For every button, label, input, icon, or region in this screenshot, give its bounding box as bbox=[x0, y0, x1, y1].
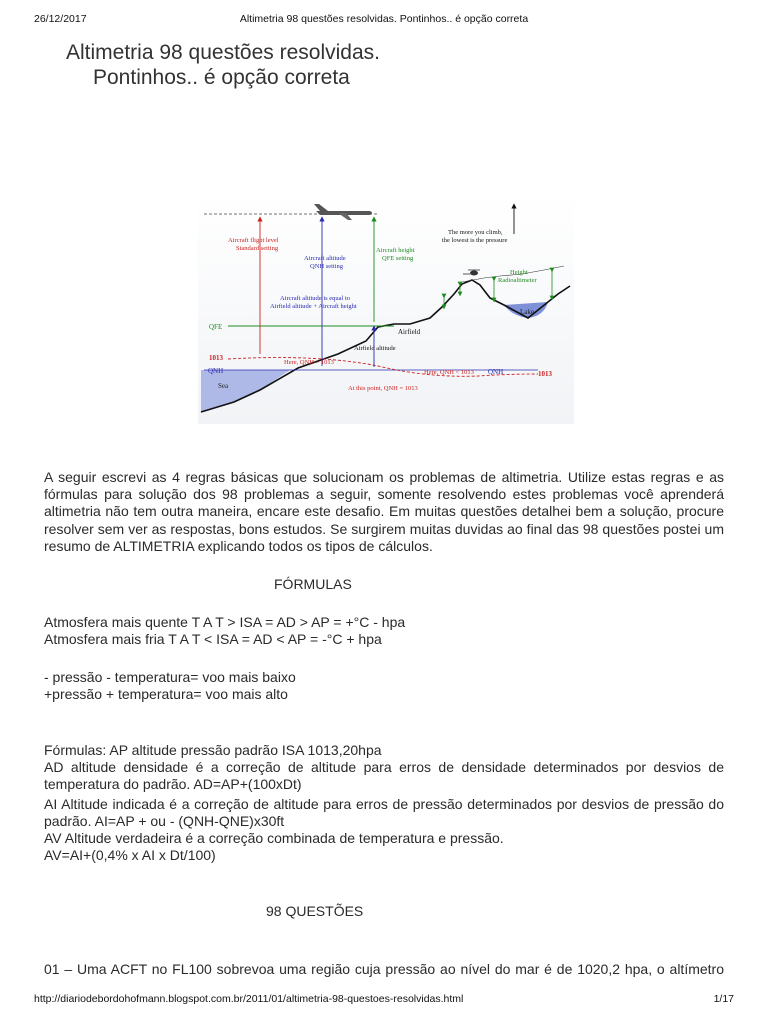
print-url: http://diariodebordohofmann.blogspot.com.br/2011/01/altimetria-98-questoes-resolvidas.html bbox=[34, 993, 464, 1005]
here-left-label: Here, QNH > 1013 bbox=[284, 359, 334, 366]
qfe-setting-label: QFE setting bbox=[382, 255, 414, 262]
post-title-line2: Pontinhos.. é opção correta bbox=[93, 66, 350, 89]
definition-av-formula: AV=AI+(0,4% x AI x Dt/100) bbox=[44, 847, 216, 863]
airfield-label: Airfield bbox=[398, 328, 421, 336]
print-footer bbox=[34, 993, 734, 1005]
question-01: 01 – Uma ACFT no FL100 sobrevoa uma região cuja pressão ao nível do mar é de 1020,2 hpa, o altímetro bbox=[44, 961, 724, 977]
p1013-right-label: 1013 bbox=[538, 370, 552, 378]
climb-label-2: the lowest is the pressure bbox=[442, 237, 508, 244]
definition-ap: Fórmulas: AP altitude pressão padrão ISA 1013,20hpa bbox=[44, 742, 382, 758]
intro-paragraph: A seguir escrevi as 4 regras básicas que solucionam os problemas de altimetria. Utilize estas regras e as fórmulas para solução dos 98 problemas a seguir, somente resolvendo estes problemas você aprenderá altimetria não tem outra maneira, encare este desafio. Em muitas questões detalhei bem a solução, procure resolver sem ver as respostas, bons estudos. Se surgirem muitas duvidas ao final das 98 questões postei um resumo de ALTIMETRIA explicando todos os tipos de cálculos. bbox=[44, 469, 724, 554]
standard-setting-label: Standard setting bbox=[236, 245, 279, 252]
aircraft-height-label: Aircraft height bbox=[376, 247, 415, 254]
definition-ai: AI Altitude indicada é a correção de altitude para erros de pressão determinados por desvios de pressão do padrão. AI=AP + ou - (QNH-QNE)x30ft bbox=[44, 796, 724, 830]
definition-ad: AD altitude densidade é a correção de altitude para erros de densidade determinados por desvios de temperatura do padrão. AD=AP+(100xDt) bbox=[44, 759, 724, 793]
altimetry-diagram-svg bbox=[198, 194, 574, 424]
print-header bbox=[34, 13, 734, 27]
post-title bbox=[66, 40, 380, 90]
questions-heading: 98 QUESTÕES bbox=[266, 903, 364, 919]
lake-label: Lake bbox=[520, 308, 534, 316]
radioaltimeter-label: Radioaltimeter bbox=[498, 277, 537, 284]
climb-label-1: The more you climb, bbox=[448, 229, 503, 236]
print-date: 26/12/2017 bbox=[34, 13, 87, 25]
qfe-label: QFE bbox=[209, 323, 223, 331]
rule-colder: Atmosfera mais fria T A T < ISA = AD < AP = -°C + hpa bbox=[44, 631, 382, 647]
height-label: Height bbox=[510, 269, 528, 276]
print-page-title: Altimetria 98 questões resolvidas. Pontinhos.. é opção correta bbox=[239, 13, 529, 25]
pressure-rule-higher: +pressão + temperatura= voo mais alto bbox=[44, 686, 288, 702]
flight-level-label: Aircraft flight level bbox=[228, 237, 279, 244]
airfield-altitude-label: Airfield altitude bbox=[354, 345, 396, 352]
print-page-number: 1/17 bbox=[713, 993, 734, 1005]
here-right-label: Here, QNH < 1013 bbox=[424, 369, 474, 376]
formulas-heading: FÓRMULAS bbox=[274, 576, 352, 592]
aircraft-altitude-label: Aircraft altitude bbox=[304, 255, 346, 262]
qnh-left-label: QNH bbox=[208, 367, 224, 375]
rule-warmer: Atmosfera mais quente T A T > ISA = AD > AP = +°C - hpa bbox=[44, 614, 406, 630]
qnh-setting-label: QNH setting bbox=[310, 263, 344, 270]
alt-equal-label-1: Aircraft altitude is equal to bbox=[280, 295, 351, 302]
sea-label: Sea bbox=[218, 382, 229, 390]
p1013-left-label: 1013 bbox=[209, 354, 223, 362]
pressure-rule-lower: - pressão - temperatura= voo mais baixo bbox=[44, 669, 296, 685]
qnh-right-label: QNH bbox=[488, 368, 504, 376]
alt-equal-label-2: Airfield altitude + Aircraft height bbox=[270, 303, 357, 310]
definition-av: AV Altitude verdadeira é a correção combinada de temperatura e pressão. bbox=[44, 830, 504, 846]
point-label: At this point, QNH = 1013 bbox=[348, 385, 418, 392]
altimetry-diagram bbox=[198, 194, 574, 424]
post-title-line1: Altimetria 98 questões resolvidas. bbox=[66, 41, 380, 64]
